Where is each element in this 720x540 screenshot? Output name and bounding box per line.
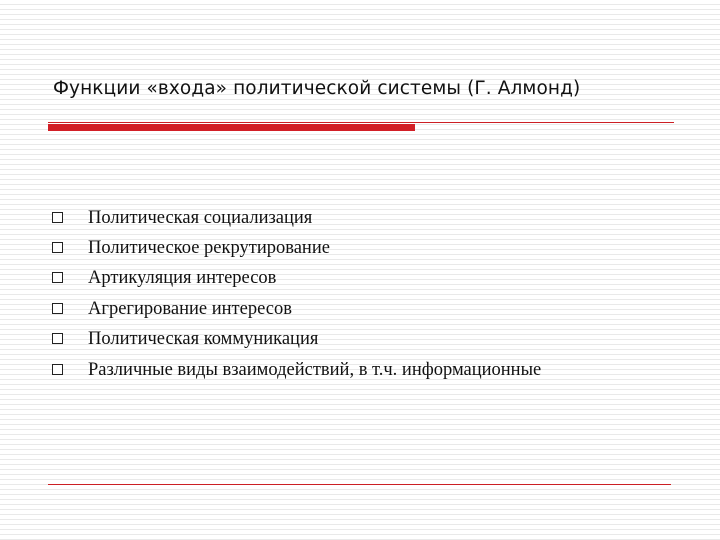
footer-divider [48,484,671,485]
bullet-list [52,203,541,385]
bullet-text: Политическая социализация [88,207,313,228]
hollow-square-icon [52,242,63,253]
list-item [52,325,541,355]
hollow-square-icon [52,272,63,283]
list-item [52,264,541,294]
hollow-square-icon [52,212,63,223]
hollow-square-icon [52,364,63,375]
hollow-square-icon [52,303,63,314]
bullet-text: Различные виды взаимодействий, в т.ч. информационные [88,359,542,380]
slide-title: Функции «входа» политической системы (Г. Алмонд) [53,78,581,99]
list-item [52,233,541,263]
title-divider-thin [48,122,674,123]
list-item [52,294,541,324]
list-item [52,203,541,233]
bullet-text: Артикуляция интересов [88,268,277,289]
title-divider-accent [48,124,415,131]
hollow-square-icon [52,333,63,344]
bullet-text: Политическое рекрутирование [88,238,330,259]
list-item [52,355,541,385]
bullet-text: Политическая коммуникация [88,329,319,350]
bullet-text: Агрегирование интересов [88,298,292,319]
